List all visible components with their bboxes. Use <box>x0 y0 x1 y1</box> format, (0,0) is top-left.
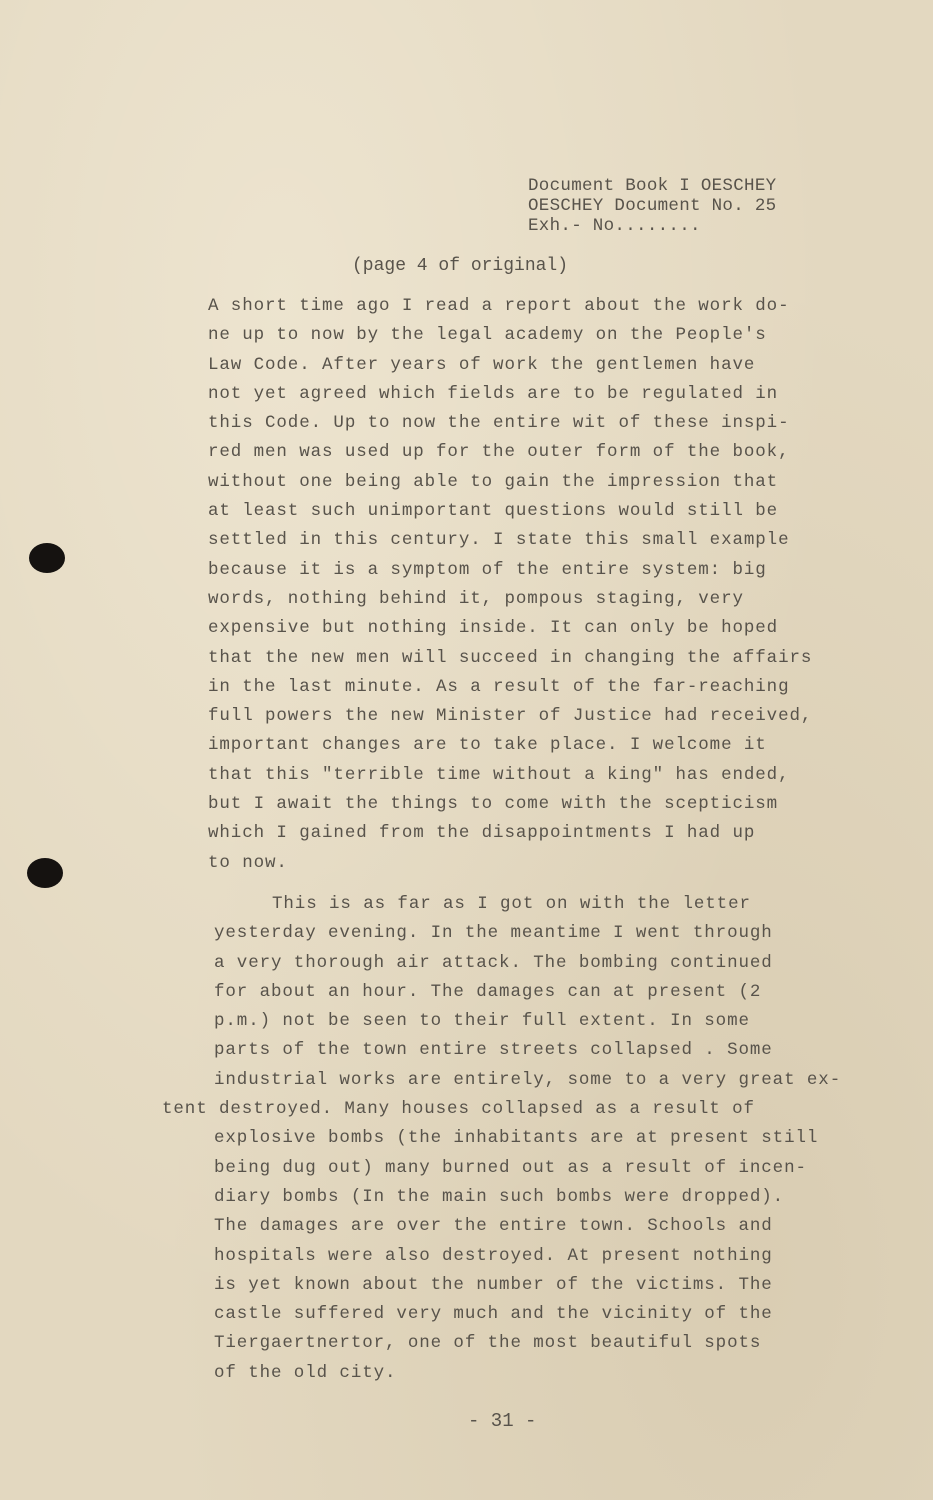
text-line: important changes are to take place. I welcome it <box>208 735 767 756</box>
punch-hole-top <box>29 543 65 573</box>
text-line: A short time ago I read a report about the work do- <box>208 296 790 316</box>
text-line: which I gained from the disappointments I had up <box>208 823 756 844</box>
text-line: Law Code. After years of work the gentlemen have <box>208 354 756 375</box>
text-line: is yet known about the number of the victims. The <box>214 1274 773 1295</box>
text-line: because it is a symptom of the entire system: big <box>208 559 767 580</box>
text-line: being dug out) many burned out as a result of incen- <box>214 1157 807 1178</box>
text-line: industrial works are entirely, some to a very great ex- <box>214 1069 842 1090</box>
text-line: castle suffered very much and the vicinity of the <box>214 1304 773 1325</box>
text-line: in the last minute. As a result of the far-reaching <box>208 676 790 697</box>
text-line: yesterday evening. In the meantime I went through <box>214 923 773 944</box>
text-line: explosive bombs (the inhabitants are at present still <box>214 1128 819 1149</box>
page-number: - 31 - <box>468 1410 537 1432</box>
text-line: but I await the things to come with the scepticism <box>208 794 779 815</box>
text-line: diary bombs (In the main such bombs were dropped). <box>214 1186 785 1207</box>
text-line: to now. <box>208 852 288 873</box>
paragraph-1 <box>208 292 812 878</box>
paragraph-2 <box>162 890 842 1388</box>
text-line: Tiergaertnertor, one of the most beautiful spots <box>214 1333 762 1354</box>
text-line: this Code. Up to now the entire wit of these inspi- <box>208 413 790 434</box>
punch-hole-bottom <box>27 858 63 888</box>
text-line: parts of the town entire streets collapsed . Some <box>214 1040 773 1061</box>
text-line: red men was used up for the outer form of the book, <box>208 442 790 463</box>
text-line: The damages are over the entire town. Schools and <box>214 1216 773 1237</box>
text-line: expensive but nothing inside. It can only be hoped <box>208 618 779 639</box>
text-line: not yet agreed which fields are to be regulated in <box>208 383 779 404</box>
text-line: full powers the new Minister of Justice had received, <box>208 706 813 727</box>
header-line-book: Document Book I OESCHEY <box>528 176 777 196</box>
text-line: that this "terrible time without a king" has ended, <box>208 764 790 785</box>
document-header <box>528 176 776 236</box>
text-line: a very thorough air attack. The bombing continued <box>214 952 773 973</box>
text-line: This is as far as I got on with the letter <box>272 894 751 914</box>
page-reference: (page 4 of original) <box>352 256 569 276</box>
text-line: words, nothing behind it, pompous staging, very <box>208 588 744 609</box>
text-line: tent destroyed. Many houses collapsed as a result of <box>162 1099 755 1120</box>
text-line: ne up to now by the legal academy on the People's <box>208 325 767 346</box>
text-line: that the new men will succeed in changing the affairs <box>208 647 813 668</box>
header-line-document: OESCHEY Document No. 25 <box>528 196 777 216</box>
text-line: settled in this century. I state this small example <box>208 530 790 551</box>
text-line: without one being able to gain the impression that <box>208 471 779 492</box>
header-line-exhibit: Exh.- No........ <box>528 216 701 236</box>
text-line: at least such unimportant questions would still be <box>208 501 779 522</box>
text-line: hospitals were also destroyed. At present nothing <box>214 1245 773 1266</box>
text-line: of the old city. <box>214 1362 397 1383</box>
text-line: for about an hour. The damages can at present (2 <box>214 981 762 1002</box>
text-line: p.m.) not be seen to their full extent. In some <box>214 1011 750 1032</box>
